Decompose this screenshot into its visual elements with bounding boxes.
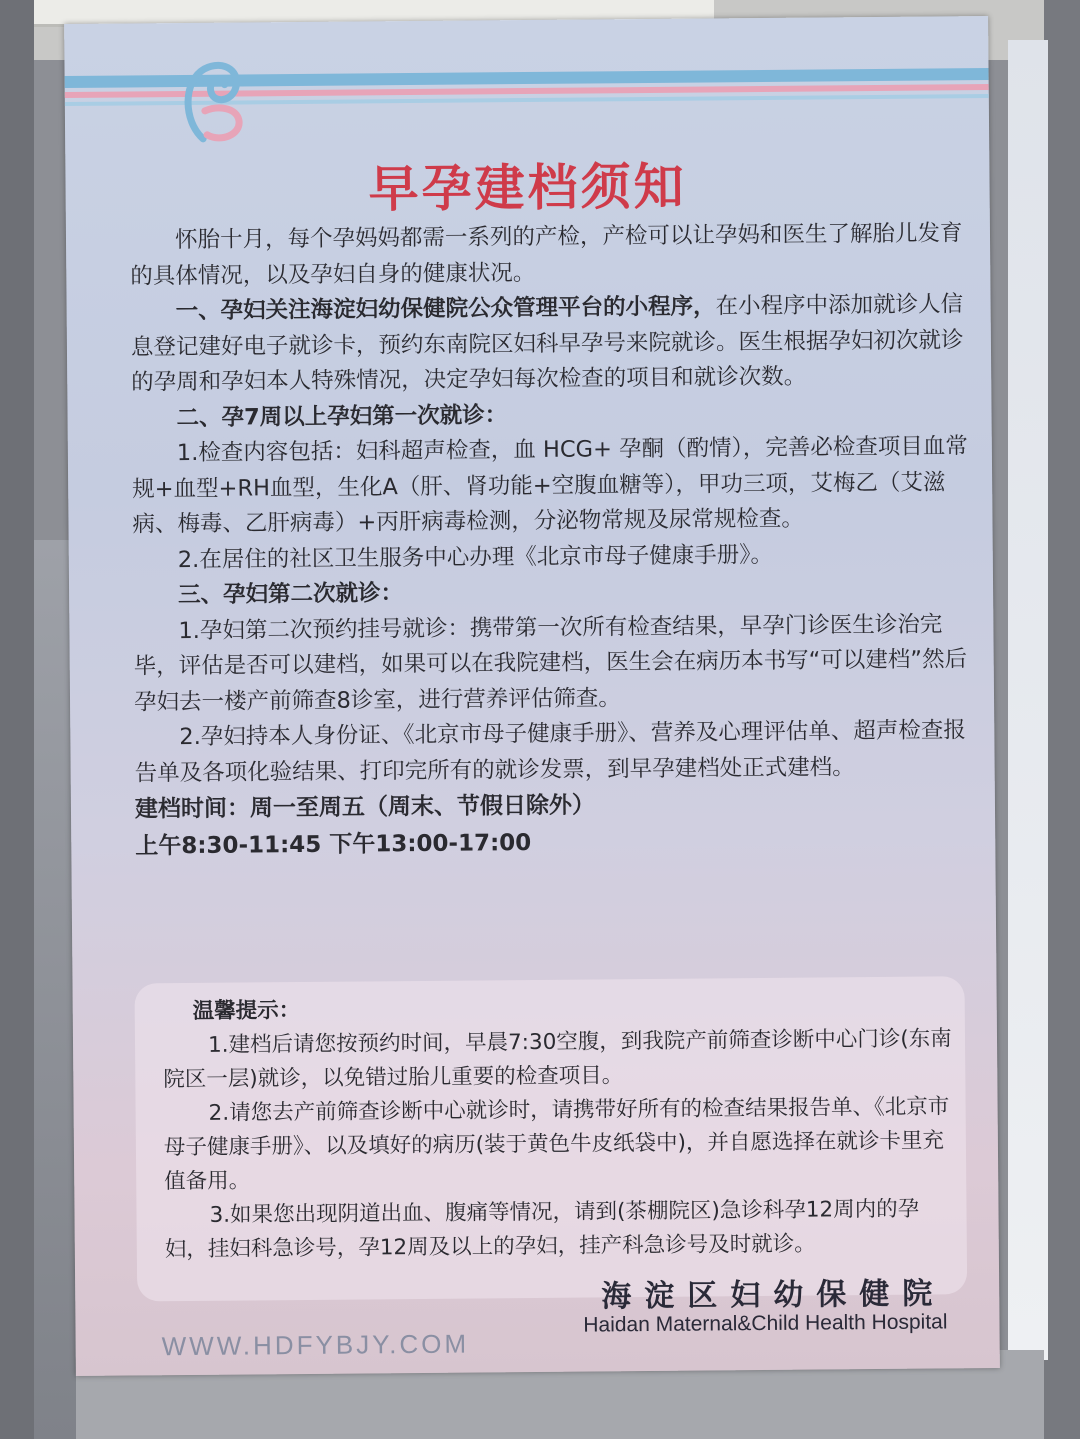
section-1-body: 在小程序中添加就诊人信息登记建好电子就诊卡，预约东南院区妇科早孕号来院就诊。医生根据孕妇初次就诊的孕周和孕妇本人特殊情况，决定孕妇每次检查的项目和就诊次数。 xyxy=(130,291,964,396)
maternal-logo-icon xyxy=(164,50,265,151)
tips-heading: 温馨提示： xyxy=(192,998,301,1024)
intro-paragraph: 怀胎十月，每个孕妈妈都需一系列的产检，产检可以让孕妈和医生了解胎儿发育的具体情况，以及孕妇自身的健康状况。 xyxy=(130,220,963,289)
notice-body xyxy=(130,216,972,865)
section-2-item-2: 2.在居住的社区卫生服务中心办理《北京市母子健康手册》。 xyxy=(177,541,774,573)
tip-3: 3.如果您出现阴道出血、腹痛等情况，请到(茶棚院区)急诊科孕12周内的孕妇，挂妇科急诊号，孕12周及以上的孕妇，挂产科急诊号及时就诊。 xyxy=(164,1196,920,1263)
tips-content xyxy=(163,988,955,1267)
section-3-item-2: 2.孕妇持本人身份证、《北京市母子健康手册》、营养及心理评估单、超声检查报告单及各项化验结果、打印完所有的就诊发票，到早孕建档处正式建档。 xyxy=(134,717,966,786)
section-1 xyxy=(130,287,967,401)
section-3-heading: 三、孕妇第二次就诊： xyxy=(177,580,404,609)
tip-2: 2.请您去产前筛查诊断中心就诊时，请携带好所有的检查结果报告单、《北京市母子健康手册》、以及填好的病历(装于黄色牛皮纸袋中)，并自愿选择在就诊卡里充值备用。 xyxy=(163,1094,950,1195)
section-2-heading: 二、孕7周以上孕妇第一次就诊： xyxy=(176,401,508,431)
section-1-heading: 一、孕妇关注海淀妇幼保健院公众管理平台的小程序， xyxy=(175,293,716,325)
notice-poster xyxy=(64,16,1000,1376)
section-2-item-1: 1.检查内容包括：妇科超声检查，血 HCG+ 孕酮（酌情），完善必检查项目血常规+血型+RH血型，生化A（肝、肾功能+空腹血糖等），甲功三项，艾梅乙（艾滋病、梅毒、乙肝病毒）+丙肝病毒检测，分泌物常规及尿常规检查。 xyxy=(132,433,968,538)
tip-1: 1.建档后请您按预约时间，早晨7:30空腹，到我院产前筛查诊断中心门诊(东南院区一层)就诊，以免错过胎儿重要的检查项目。 xyxy=(163,1026,952,1093)
section-3-item-1: 1.孕妇第二次预约挂号就诊：携带第一次所有检查结果，早孕门诊医生诊治完毕，评估是否可以建档，如果可以在我院建档，医生会在病历本书写“可以建档”然后孕妇去一楼产前筛查8诊室，进行营养评估筛查。 xyxy=(133,610,968,715)
neighboring-sign-right xyxy=(1008,40,1048,1360)
page-title: 早孕建档须知 xyxy=(368,157,687,219)
hours-days: 建档时间：周一至周五（周末、节假日除外） xyxy=(134,792,596,823)
hours-times: 上午8:30-11:45 下午13:00-17:00 xyxy=(135,830,532,860)
wall-left-edge xyxy=(0,0,34,1439)
wall-right-edge xyxy=(1044,0,1080,1439)
hospital-name-en: Haidan Maternal&Child Health Hospital xyxy=(583,1310,948,1337)
hospital-name-cn: 海淀区妇幼保健院 xyxy=(601,1276,946,1315)
website-url: WWW.HDFYBJY.COM xyxy=(161,1328,470,1362)
